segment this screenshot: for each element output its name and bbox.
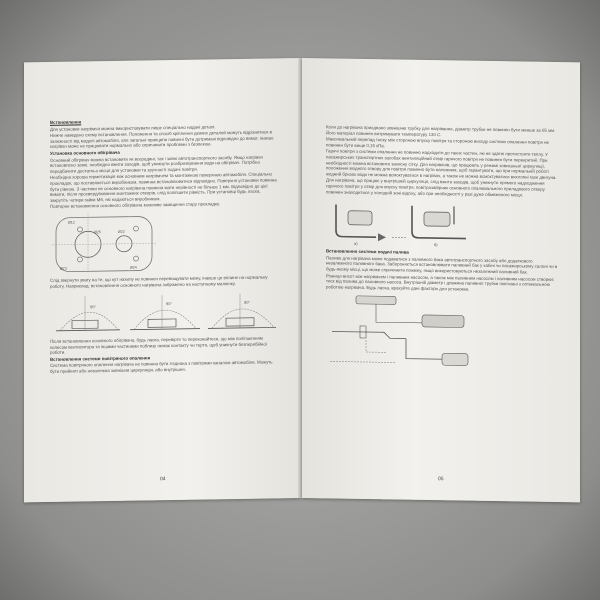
angle-label: 90°	[244, 299, 251, 305]
fuel-tank	[422, 315, 464, 328]
tilt-diagram-1	[56, 296, 120, 331]
page-number-left: 04	[160, 476, 166, 483]
angle-label: 90°	[166, 301, 173, 307]
main-paragraph-2: Необхідна хороша герметизація між основним нагрівачем та монтажною поверхнею автомобіля. Спеціально прокладок, що поставляється виробником, повинна встановлюватися відповідно. Поверхня установки повинна бути рівною. З частини не основного нагрівача повинна мати нерівності не більше 1 мм. Відповідно до цієї вимоги, після просвердлювання монтажних отворів, слід поліпшити рівність. При установці будь ласка, закрутіть чотири гайки М6, які надаються виробником.	[50, 171, 277, 203]
circulation-diagram-b	[392, 206, 466, 248]
intro-paragraph-2: Нижче наведено схему встановлення. Положення та спосіб кріплення деяких деталей можуть відрізнятися в залежності від моделі автомобіля, але загальні принципи повинні бути дотримані відповідно до вимог, інакше нагрівач може не працювати нормально або спричинити проблеми з безпекою.	[50, 129, 274, 150]
dim-label: Ø25	[94, 230, 101, 235]
air-system-heading: Встановлення системи повітряного опалення	[50, 355, 151, 362]
fuel-system-diagram	[326, 292, 486, 379]
intro-paragraph-1: Для установки нагрівача можна використовувати лише спеціально наданi деталі.	[50, 123, 216, 132]
dim-label: Ø12	[68, 220, 75, 225]
left-page-content	[50, 116, 278, 375]
after-install-paragraph: Після встановлення основного обігрівача, будь ласка, перевірте то переконайтеся, що між поліпшенням колесом вентилятора та іншими частинами поблизу немає контакту чи тертя, щоб уникнути безперебійної роботи.	[50, 335, 268, 356]
fuel-paragraph-2: Різниця висот між нагрівачем і паливним насосом, а також між паливним насосом і паливним насосом створює тиск від палива до паливного насоса. Внутрішній діаметр і довжина паливної трубки пов'язані з оптимальною роботою нагрівача. Будь ласка, врахуйте дані фактори для установки.	[326, 272, 554, 292]
mounting-holes-diagram	[50, 210, 160, 276]
tilt-caption: Слід звернути увагу на те, що кут нахилу не повинен перевищувати межу, інакше це вплине на нормальну роботу. Наприклад: встановлення основного нагрівача зображено на наступному малюнку.	[50, 274, 268, 289]
air-circulation-diagram	[326, 197, 476, 249]
right-paragraph-4: Для нагрівача, що працює у внутрішній циркуляції, слід вжити заходів, щоб уникнути прямого надходження гарячого повітря у отвір для впуску повітря, повітрозабірник основного опалювального приладового отвору повинен знаходитися у холодній зоні відсіку, або при необхідності у разі дуже обмеженого місця.	[326, 177, 545, 198]
right-paragraph-2: Максимальний перепад тиску між стороною впуску повітря та стороною виходу системи опалення повітря не повинен бути вище 0,15 кПа.	[326, 136, 549, 149]
tilt-angle-diagrams	[50, 287, 278, 337]
page-number-right: 05	[438, 476, 444, 483]
main-paragraph-1: Основний обігрівач можна встановити як всередині, так і зовні автотранспортного засобу. Якщо нагрівач встановлено зовні, необхідно вжити заходів, щоб уникнути розбризкування води на обігрівач. Потрібно передбачити достатньо місця для установки та зручності подачі повітря.	[50, 154, 263, 174]
dim-label: Ø73	[60, 266, 67, 271]
right-page-content	[326, 124, 558, 381]
tilt-diagram-3	[208, 293, 276, 328]
main-heater-heading: Установка основного обігрівача	[50, 149, 120, 156]
installation-heading: Встановлення	[50, 119, 82, 125]
angle-label: 90°	[90, 304, 97, 310]
tilt-diagram-2	[130, 295, 200, 330]
tank-bottom	[442, 353, 468, 365]
figure-label-a: a)	[354, 240, 358, 246]
main-paragraph-3: Повторне встановлення основного обігрівача можливе заміщення стару прокладку.	[50, 201, 220, 210]
circulation-diagram-a	[336, 205, 386, 247]
right-page	[302, 58, 580, 502]
figure-label-b: б)	[434, 242, 438, 248]
right-paragraph-1: Коли до нагрівача приєднано зовнішню трубку для нагрівання, діаметр трубки не повинен бути менше за 65 мм. Його матеріал повинен витримувати температуру 130 С.	[326, 124, 556, 137]
dim-label: Ø22	[118, 229, 125, 234]
left-page	[24, 58, 300, 502]
open-booklet	[24, 58, 580, 498]
right-paragraph-3: Гарячі повітря з системи опалення не повинно надходити до таких частин, які не здатні протистояти теплу. У пасажирських транспортних засобах вентиляційний отвір гарячого повітря не повинен бути перекритий. При необхідності можна встановити захисну сітку. Для нагрівачів, що працюють у режимі зовнішньої циркуляції, положення вхідного отвору для повітря повинно бути належним, щоб гарантувати, що при нормальній роботі жодний бризок води не можна всмоктуватися в нагрівач, а також не можна всмоктуватися вихлопні гази двигуна.	[326, 148, 557, 180]
heater-unit	[356, 296, 396, 305]
fuel-system-heading: Встановлення системи подачі палива	[326, 248, 409, 255]
air-system-paragraph: Система повітряного опалення нагрівача не повинна бути з'єднана з повітрями каналом автомобіля. Можуть бути прийняті або незалежна зовнішня циркуляція, або внутрішня.	[50, 359, 273, 374]
fuel-paragraph-1: Паливо для нагрівача може подаватися з паливного бака автотранспортного засобу або додаткового незалежного паливного бака. Забороняється встановлювати паливний бак у кабіні чи пасажирському салоні чи в будь-якому місці, що може спричинити пожежу, якщо використовуються незалежний паливний бак.	[326, 255, 558, 275]
dim-label: Ø24	[130, 265, 137, 270]
